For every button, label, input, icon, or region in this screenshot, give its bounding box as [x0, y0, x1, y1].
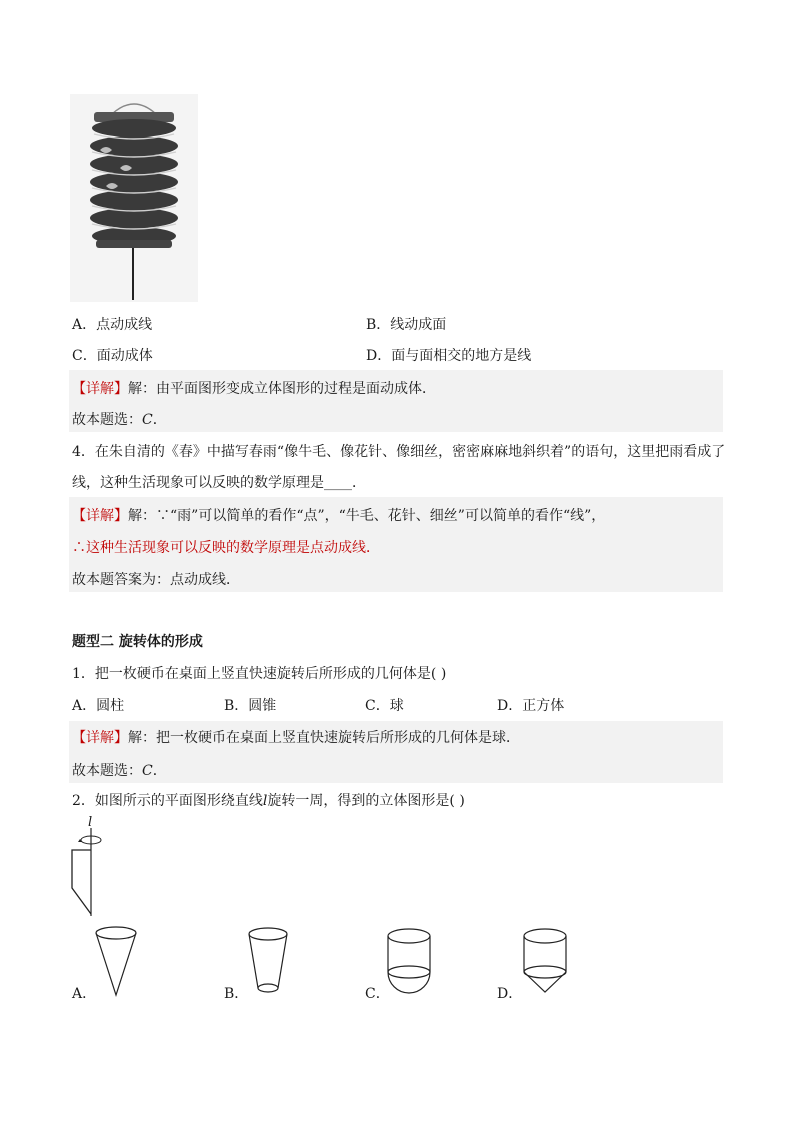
option-a: A．点动成线 — [72, 317, 153, 333]
axis-variable: l — [262, 793, 268, 809]
answer-value: C — [142, 763, 153, 779]
s2q2-stem — [72, 790, 465, 810]
detail-tag: 【详解】 — [72, 508, 128, 524]
answer-suffix: ． — [152, 412, 167, 428]
s2q1-answer-line — [72, 760, 167, 780]
option-c: C．球 — [365, 698, 404, 714]
detail-tag: 【详解】 — [72, 730, 128, 746]
detail-text: 解：∵“雨”可以简单的看作“点”，“牛毛、花针、细丝”可以简单的看作“线”， — [128, 508, 606, 524]
cylinder-hemisphere-figure — [385, 926, 433, 998]
s2q1-detail-line — [72, 727, 520, 747]
option-b: B． — [224, 986, 249, 1002]
answer-prefix: 故本题选： — [72, 763, 142, 779]
detail-text: 解：由平面图形变成立体图形的过程是面动成体． — [128, 381, 436, 397]
option-b: B．线动成面 — [366, 317, 447, 333]
option-d: D． — [497, 986, 523, 1002]
answer-blank: ____ — [324, 475, 352, 491]
q4-detail-line — [72, 505, 605, 525]
answer-prefix: 故本题选： — [72, 412, 142, 428]
q3-detail-line — [72, 378, 436, 398]
cone-figure — [94, 925, 138, 997]
planar-shape — [72, 850, 91, 914]
planar-figure-diagram — [66, 828, 110, 918]
option-b: B．圆锥 — [224, 698, 277, 714]
q4-stem-line1: 4．在朱自清的《春》中描写春雨“像牛毛、像花针、像细丝，密密麻麻地斜织着”的语句，这里把雨看成了 — [72, 444, 726, 460]
frustum-figure — [246, 926, 290, 998]
q3-answer-line — [72, 409, 167, 429]
answer-suffix: ． — [152, 763, 167, 779]
q4-therefore-line: ∴这种生活现象可以反映的数学原理是点动成线． — [72, 540, 380, 556]
option-c: C． — [365, 986, 390, 1002]
axis-label: l — [88, 815, 93, 830]
detail-text: 解：把一枚硬币在桌面上竖直快速旋转后所形成的几何体是球． — [128, 730, 520, 746]
option-d: D．正方体 — [497, 698, 565, 714]
option-a: A． — [72, 986, 97, 1002]
option-c: C．面动成体 — [72, 348, 153, 364]
cylinder-cone-figure — [521, 926, 569, 998]
option-a: A．圆柱 — [72, 698, 125, 714]
s2q2-stem-tail: 旋转一周，得到的立体图形是( ) — [267, 793, 465, 809]
s2q2-stem-text: 2．如图所示的平面图形绕直线 — [72, 793, 263, 809]
option-d: D．面与面相交的地方是线 — [366, 348, 532, 364]
s2q1-stem: 1．把一枚硬币在桌面上竖直快速旋转后所形成的几何体是( ) — [72, 666, 447, 682]
q4-answer-line: 故本题答案为：点动成线． — [72, 572, 240, 588]
q4-stem-line2 — [72, 472, 366, 492]
answer-value: C — [142, 412, 153, 428]
paper-lantern-image — [70, 94, 198, 302]
q4-stem-text: 线，这种生活现象可以反映的数学原理是 — [72, 475, 324, 491]
q4-stem-end: ． — [352, 475, 366, 491]
section-title: 题型二 旋转体的形成 — [72, 634, 203, 650]
detail-tag: 【详解】 — [72, 381, 128, 397]
